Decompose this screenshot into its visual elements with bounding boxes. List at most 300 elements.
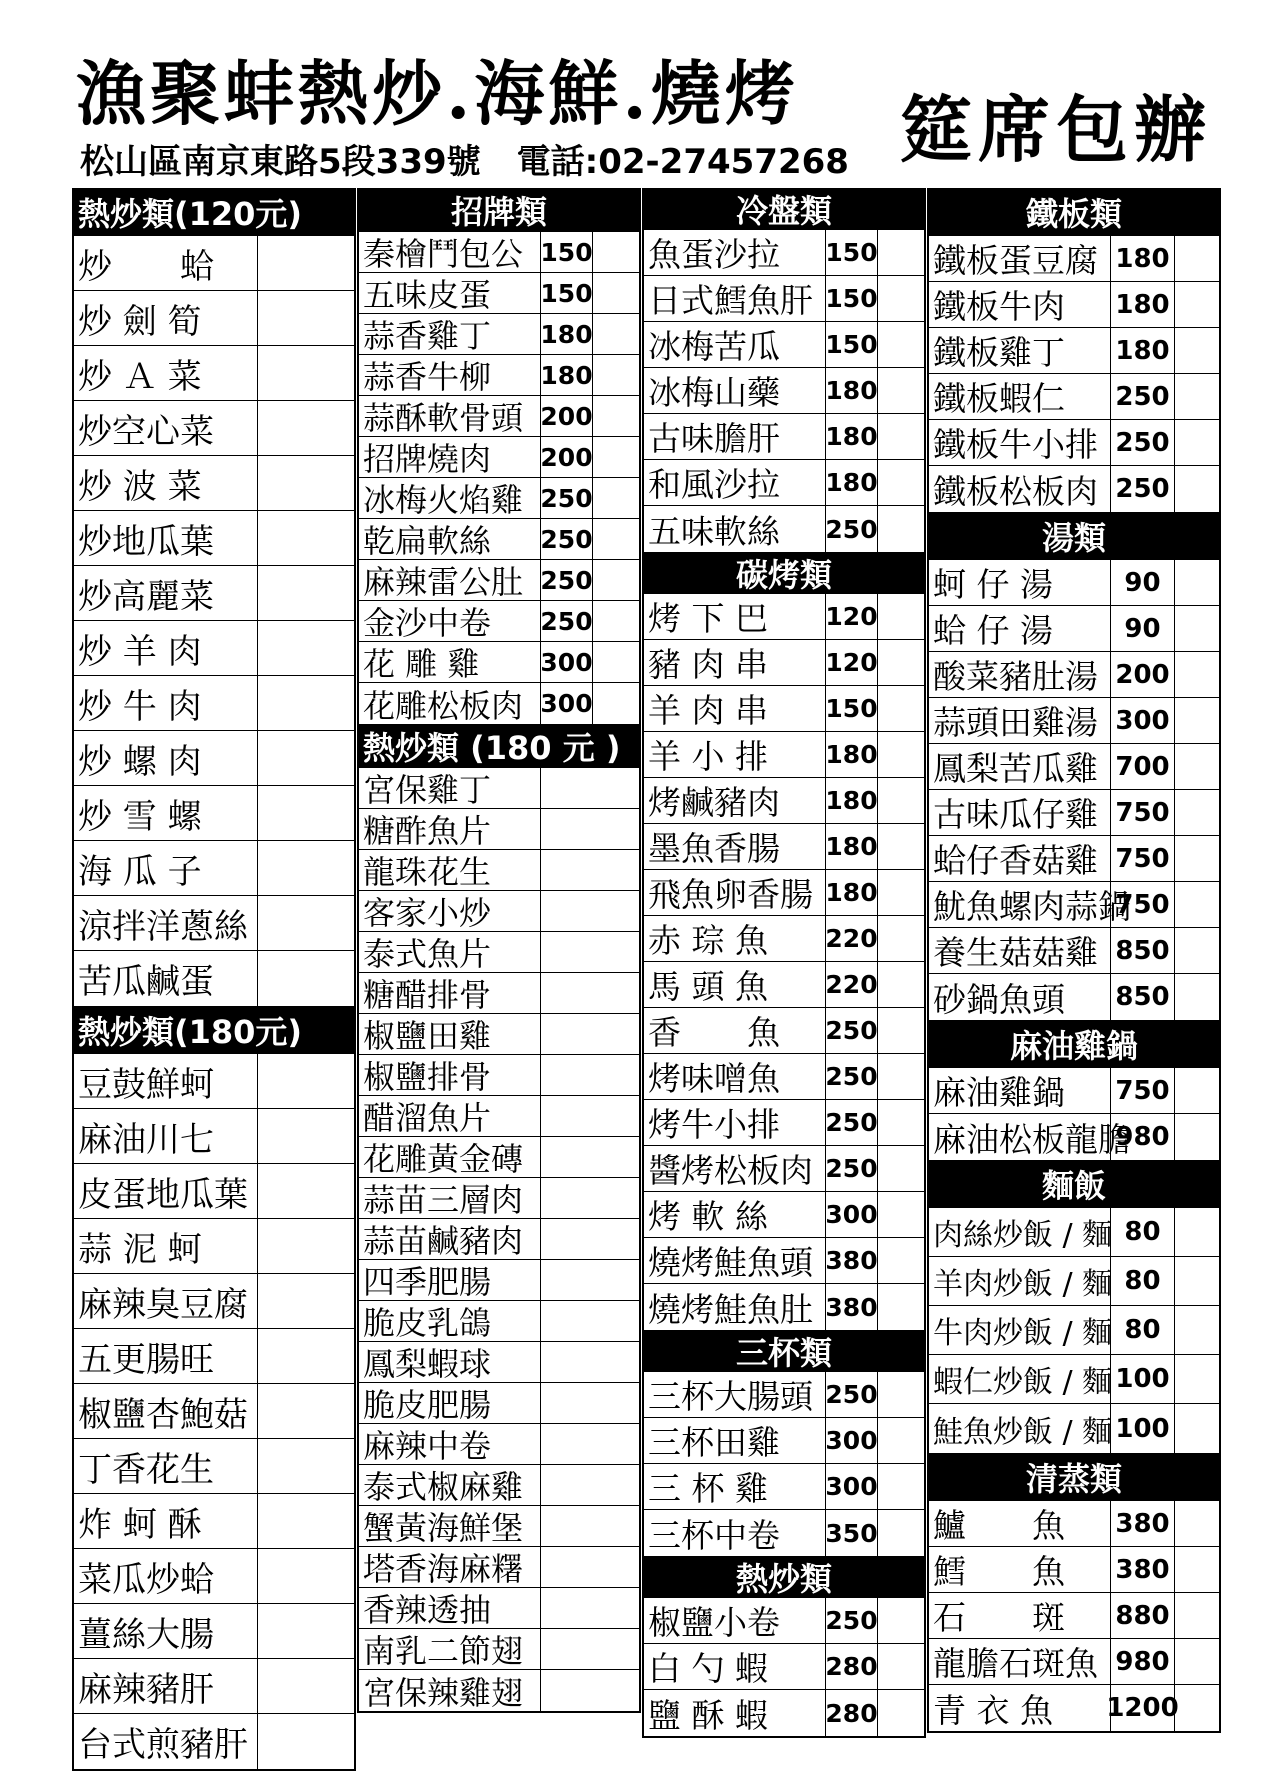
menu-item-row bbox=[74, 896, 354, 951]
menu-item-row bbox=[929, 1501, 1219, 1547]
menu-item-row bbox=[359, 1096, 639, 1137]
menu-item-row bbox=[74, 1604, 354, 1659]
menu-item-row bbox=[359, 1547, 639, 1588]
menu-item-row bbox=[359, 809, 639, 850]
menu-item-name: 鐵板松板肉 bbox=[929, 466, 1111, 512]
menu-item-row bbox=[929, 882, 1219, 928]
menu-item-row bbox=[929, 1257, 1219, 1306]
menu-item-price: 1200 bbox=[1111, 1685, 1175, 1731]
menu-item-price: 80 bbox=[1111, 1208, 1175, 1256]
menu-item-blank-cell bbox=[1175, 1355, 1219, 1403]
menu-item-row bbox=[74, 841, 354, 896]
menu-item-name: 蒜 泥 蚵 bbox=[74, 1219, 258, 1273]
menu-item-price: 150 bbox=[541, 273, 593, 313]
menu-item-row bbox=[644, 1054, 924, 1100]
menu-column-2 bbox=[357, 188, 641, 1713]
menu-item-blank-cell bbox=[258, 1384, 354, 1438]
menu-item-row bbox=[644, 460, 924, 506]
menu-item-price: 250 bbox=[541, 560, 593, 600]
menu-item-name: 麻油松板龍膽 bbox=[929, 1114, 1111, 1160]
menu-item-price: 100 bbox=[1111, 1355, 1175, 1403]
menu-item-row bbox=[359, 1137, 639, 1178]
menu-item-row bbox=[74, 1549, 354, 1604]
banquet-service-label: 筵席包辦 bbox=[900, 88, 1213, 172]
menu-item-row bbox=[929, 466, 1219, 512]
menu-item-row bbox=[644, 1238, 924, 1284]
menu-item-name: 白 勺 蝦 bbox=[644, 1644, 826, 1689]
menu-item-name: 秦檜鬥包公 bbox=[359, 232, 541, 272]
menu-item-row bbox=[644, 824, 924, 870]
menu-item-name: 日式鱈魚肝 bbox=[644, 276, 826, 321]
menu-item-price: 180 bbox=[826, 824, 878, 869]
menu-item-row bbox=[929, 1114, 1219, 1160]
menu-item-name: 薑絲大腸 bbox=[74, 1604, 258, 1658]
menu-item-blank-cell bbox=[878, 1418, 924, 1463]
menu-item-name: 蛤仔香菇雞 bbox=[929, 836, 1111, 881]
menu-item-name: 炒 羊 肉 bbox=[74, 621, 258, 675]
menu-column-3 bbox=[642, 188, 926, 1738]
menu-item-name: 古味膽肝 bbox=[644, 414, 826, 459]
menu-column-1 bbox=[72, 188, 356, 1771]
phone-number: 電話:02-27457268 bbox=[516, 142, 849, 182]
menu-item-name: 四季肥腸 bbox=[359, 1260, 541, 1300]
menu-item-name: 蒜苗三層肉 bbox=[359, 1178, 541, 1218]
menu-item-row bbox=[644, 732, 924, 778]
menu-item-blank-cell bbox=[878, 1238, 924, 1283]
menu-item-row bbox=[644, 1372, 924, 1418]
menu-item-row bbox=[74, 456, 354, 511]
menu-item-name: 醬烤松板肉 bbox=[644, 1146, 826, 1191]
menu-item-blank-cell bbox=[258, 236, 354, 290]
menu-item-name: 三杯大腸頭 bbox=[644, 1372, 826, 1417]
menu-item-name: 蒜香雞丁 bbox=[359, 314, 541, 354]
menu-item-price: 250 bbox=[1111, 374, 1175, 419]
menu-item-row bbox=[359, 1055, 639, 1096]
menu-item-blank-cell bbox=[593, 601, 639, 641]
menu-item-blank-cell bbox=[878, 1008, 924, 1053]
menu-item-name: 炒 雪 螺 bbox=[74, 786, 258, 840]
menu-item-name: 鳳梨蝦球 bbox=[359, 1342, 541, 1382]
menu-item-name: 椒鹽小卷 bbox=[644, 1598, 826, 1643]
menu-item-row bbox=[644, 962, 924, 1008]
menu-item-blank-cell bbox=[593, 519, 639, 559]
menu-item-row bbox=[74, 1219, 354, 1274]
section-items bbox=[929, 1068, 1219, 1160]
menu-item-blank-cell bbox=[1175, 1068, 1219, 1113]
menu-item-name: 三 杯 雞 bbox=[644, 1464, 826, 1509]
menu-item-name: 鮭魚炒飯 / 麵 bbox=[929, 1404, 1111, 1453]
menu-item-name: 糖醋排骨 bbox=[359, 973, 541, 1013]
menu-item-name: 涼拌洋蔥絲 bbox=[74, 896, 258, 950]
menu-item-row bbox=[644, 686, 924, 732]
section-header: 湯類 bbox=[929, 512, 1219, 560]
menu-item-blank-cell bbox=[878, 870, 924, 915]
menu-item-blank-cell bbox=[258, 1329, 354, 1383]
menu-item-blank-cell bbox=[1175, 1593, 1219, 1638]
menu-item-row bbox=[74, 1109, 354, 1164]
menu-item-name: 魚蛋沙拉 bbox=[644, 230, 826, 275]
menu-item-price: 850 bbox=[1111, 974, 1175, 1020]
menu-item-row bbox=[644, 1008, 924, 1054]
menu-item-blank-cell bbox=[1175, 560, 1219, 605]
menu-item-blank-cell bbox=[878, 1510, 924, 1556]
menu-item-row bbox=[644, 230, 924, 276]
menu-item-blank-cell bbox=[878, 1372, 924, 1417]
menu-item-row bbox=[929, 974, 1219, 1020]
menu-item-blank-cell bbox=[1175, 1114, 1219, 1160]
menu-item-name: 椒鹽排骨 bbox=[359, 1055, 541, 1095]
menu-item-row bbox=[644, 322, 924, 368]
menu-item-price: 380 bbox=[1111, 1501, 1175, 1546]
section-header: 冷盤類 bbox=[644, 188, 924, 230]
menu-item-price: 750 bbox=[1111, 836, 1175, 881]
menu-item-price: 100 bbox=[1111, 1404, 1175, 1453]
menu-item-name: 青 衣 魚 bbox=[929, 1685, 1111, 1731]
menu-item-name: 冰梅山藥 bbox=[644, 368, 826, 413]
menu-item-row bbox=[359, 1219, 639, 1260]
menu-item-row bbox=[644, 1284, 924, 1330]
menu-item-blank-cell bbox=[541, 1547, 639, 1587]
section-items bbox=[644, 1598, 924, 1736]
menu-item-name: 塔香海麻糬 bbox=[359, 1547, 541, 1587]
menu-item-price: 250 bbox=[826, 1008, 878, 1053]
menu-item-blank-cell bbox=[1175, 236, 1219, 281]
section-items bbox=[929, 1501, 1219, 1731]
menu-item-name: 蒜香牛柳 bbox=[359, 355, 541, 395]
menu-item-name: 冰梅苦瓜 bbox=[644, 322, 826, 367]
menu-item-blank-cell bbox=[541, 1588, 639, 1628]
menu-item-price: 180 bbox=[826, 414, 878, 459]
menu-item-name: 椒鹽田雞 bbox=[359, 1014, 541, 1054]
menu-item-price: 750 bbox=[1111, 882, 1175, 927]
section-header: 熱炒類(120元) bbox=[74, 188, 354, 236]
menu-item-price: 150 bbox=[541, 232, 593, 272]
menu-item-blank-cell bbox=[541, 1096, 639, 1136]
menu-item-name: 龍膽石斑魚 bbox=[929, 1639, 1111, 1684]
menu-item-name: 脆皮乳鴿 bbox=[359, 1301, 541, 1341]
menu-item-row bbox=[74, 951, 354, 1006]
menu-item-name: 燒烤鮭魚肚 bbox=[644, 1284, 826, 1330]
menu-item-name: 糖酢魚片 bbox=[359, 809, 541, 849]
menu-item-name: 海 瓜 子 bbox=[74, 841, 258, 895]
section-items bbox=[359, 232, 639, 724]
menu-item-price: 150 bbox=[826, 276, 878, 321]
menu-item-blank-cell bbox=[593, 396, 639, 436]
menu-item-price: 200 bbox=[541, 437, 593, 477]
menu-item-blank-cell bbox=[258, 1439, 354, 1493]
section-header: 麻油雞鍋 bbox=[929, 1020, 1219, 1068]
menu-item-name: 台式煎豬肝 bbox=[74, 1714, 258, 1769]
menu-item-row bbox=[644, 1418, 924, 1464]
section-header: 麵飯 bbox=[929, 1160, 1219, 1208]
menu-item-blank-cell bbox=[593, 683, 639, 724]
menu-item-row bbox=[644, 1598, 924, 1644]
section-header: 三杯類 bbox=[644, 1330, 924, 1372]
menu-item-price: 200 bbox=[541, 396, 593, 436]
menu-item-name: 香辣透抽 bbox=[359, 1588, 541, 1628]
menu-item-name: 蒜酥軟骨頭 bbox=[359, 396, 541, 436]
menu-item-row bbox=[644, 1146, 924, 1192]
section-header: 清蒸類 bbox=[929, 1453, 1219, 1501]
menu-item-name: 冰梅火焰雞 bbox=[359, 478, 541, 518]
menu-item-row bbox=[929, 1068, 1219, 1114]
menu-item-row bbox=[74, 676, 354, 731]
menu-item-price: 280 bbox=[826, 1644, 878, 1689]
menu-item-blank-cell bbox=[1175, 974, 1219, 1020]
menu-item-name: 炒高麗菜 bbox=[74, 566, 258, 620]
menu-item-name: 酸菜豬肚湯 bbox=[929, 652, 1111, 697]
menu-item-row bbox=[359, 560, 639, 601]
menu-item-row bbox=[644, 368, 924, 414]
menu-item-name: 炸 蚵 酥 bbox=[74, 1494, 258, 1548]
section-items bbox=[929, 560, 1219, 1020]
menu-item-row bbox=[644, 276, 924, 322]
menu-item-blank-cell bbox=[878, 1644, 924, 1689]
menu-item-price: 980 bbox=[1111, 1114, 1175, 1160]
address-line bbox=[80, 134, 849, 183]
menu-item-price: 120 bbox=[826, 594, 878, 639]
menu-item-blank-cell bbox=[1175, 1257, 1219, 1305]
menu-item-blank-cell bbox=[1175, 652, 1219, 697]
menu-item-blank-cell bbox=[878, 594, 924, 639]
menu-item-row bbox=[74, 731, 354, 786]
menu-item-row bbox=[929, 836, 1219, 882]
menu-item-blank-cell bbox=[1175, 420, 1219, 465]
menu-item-row bbox=[644, 1644, 924, 1690]
menu-item-blank-cell bbox=[258, 1714, 354, 1769]
menu-item-blank-cell bbox=[541, 1629, 639, 1669]
menu-item-name: 蝦仁炒飯 / 麵 bbox=[929, 1355, 1111, 1403]
menu-item-name: 豬 肉 串 bbox=[644, 640, 826, 685]
menu-item-price: 180 bbox=[826, 870, 878, 915]
menu-item-row bbox=[74, 566, 354, 621]
menu-item-blank-cell bbox=[1175, 698, 1219, 743]
menu-item-row bbox=[929, 1593, 1219, 1639]
menu-item-blank-cell bbox=[258, 291, 354, 345]
menu-item-name: 五更腸旺 bbox=[74, 1329, 258, 1383]
menu-item-blank-cell bbox=[878, 1192, 924, 1237]
menu-item-blank-cell bbox=[1175, 790, 1219, 835]
menu-item-row bbox=[74, 1384, 354, 1439]
menu-item-price: 280 bbox=[826, 1690, 878, 1736]
menu-item-name: 羊 肉 串 bbox=[644, 686, 826, 731]
menu-item-blank-cell bbox=[258, 566, 354, 620]
menu-item-blank-cell bbox=[541, 1014, 639, 1054]
menu-item-name: 烤 下 巴 bbox=[644, 594, 826, 639]
menu-item-name: 皮蛋地瓜葉 bbox=[74, 1164, 258, 1218]
menu-item-row bbox=[644, 870, 924, 916]
menu-item-row bbox=[929, 420, 1219, 466]
menu-item-row bbox=[929, 1404, 1219, 1453]
menu-item-blank-cell bbox=[878, 230, 924, 275]
section-header: 鐵板類 bbox=[929, 188, 1219, 236]
menu-item-blank-cell bbox=[593, 273, 639, 313]
menu-item-blank-cell bbox=[1175, 1501, 1219, 1546]
menu-item-row bbox=[359, 478, 639, 519]
menu-item-name: 鹽 酥 蝦 bbox=[644, 1690, 826, 1736]
menu-item-blank-cell bbox=[878, 368, 924, 413]
menu-item-price: 90 bbox=[1111, 606, 1175, 651]
menu-item-name: 羊肉炒飯 / 麵 bbox=[929, 1257, 1111, 1305]
menu-item-blank-cell bbox=[258, 676, 354, 730]
menu-item-name: 炒 螺 肉 bbox=[74, 731, 258, 785]
menu-item-row bbox=[359, 891, 639, 932]
menu-item-blank-cell bbox=[541, 1260, 639, 1300]
menu-item-name: 鐵板牛肉 bbox=[929, 282, 1111, 327]
menu-item-price: 180 bbox=[541, 314, 593, 354]
menu-item-blank-cell bbox=[258, 1659, 354, 1713]
menu-item-blank-cell bbox=[878, 276, 924, 321]
menu-item-name: 鱈 魚 bbox=[929, 1547, 1111, 1592]
menu-item-row bbox=[74, 1659, 354, 1714]
menu-item-price: 250 bbox=[826, 1598, 878, 1643]
menu-item-row bbox=[929, 1306, 1219, 1355]
menu-item-price: 850 bbox=[1111, 928, 1175, 973]
menu-item-row bbox=[644, 1100, 924, 1146]
menu-item-name: 炒 牛 肉 bbox=[74, 676, 258, 730]
menu-item-row bbox=[359, 232, 639, 273]
menu-item-name: 苦瓜鹹蛋 bbox=[74, 951, 258, 1006]
menu-item-name: 鳳梨苦瓜雞 bbox=[929, 744, 1111, 789]
menu-item-name: 炒 劍 筍 bbox=[74, 291, 258, 345]
menu-item-name: 脆皮肥腸 bbox=[359, 1383, 541, 1423]
menu-item-name: 五味軟絲 bbox=[644, 506, 826, 552]
menu-item-row bbox=[74, 346, 354, 401]
menu-item-price: 980 bbox=[1111, 1639, 1175, 1684]
menu-item-blank-cell bbox=[258, 1274, 354, 1328]
menu-item-blank-cell bbox=[258, 786, 354, 840]
menu-item-blank-cell bbox=[541, 1055, 639, 1095]
section-items bbox=[644, 230, 924, 552]
menu-item-blank-cell bbox=[1175, 328, 1219, 373]
menu-item-row bbox=[74, 1494, 354, 1549]
menu-item-blank-cell bbox=[878, 1054, 924, 1099]
menu-item-row bbox=[644, 1192, 924, 1238]
menu-item-row bbox=[359, 973, 639, 1014]
menu-item-blank-cell bbox=[593, 478, 639, 518]
section-header: 招牌類 bbox=[359, 188, 639, 232]
menu-item-blank-cell bbox=[1175, 1306, 1219, 1354]
menu-item-blank-cell bbox=[258, 1549, 354, 1603]
menu-item-price: 220 bbox=[826, 916, 878, 961]
menu-item-blank-cell bbox=[878, 962, 924, 1007]
menu-item-name: 麻辣雷公肚 bbox=[359, 560, 541, 600]
address: 松山區南京東路5段339號 bbox=[80, 142, 481, 182]
menu-item-name: 炒空心菜 bbox=[74, 401, 258, 455]
menu-item-blank-cell bbox=[1175, 1208, 1219, 1256]
menu-item-blank-cell bbox=[1175, 1404, 1219, 1453]
menu-item-row bbox=[929, 1547, 1219, 1593]
menu-item-blank-cell bbox=[878, 1284, 924, 1330]
menu-item-price: 300 bbox=[541, 683, 593, 724]
section-header: 熱炒類 bbox=[644, 1556, 924, 1598]
menu-item-name: 鐵板蝦仁 bbox=[929, 374, 1111, 419]
menu-item-blank-cell bbox=[878, 1100, 924, 1145]
menu-item-blank-cell bbox=[1175, 606, 1219, 651]
menu-item-blank-cell bbox=[878, 732, 924, 777]
menu-item-blank-cell bbox=[878, 778, 924, 823]
menu-item-price: 250 bbox=[826, 1372, 878, 1417]
menu-item-price: 300 bbox=[541, 642, 593, 682]
menu-item-name: 麻辣中卷 bbox=[359, 1424, 541, 1464]
menu-item-price: 200 bbox=[1111, 652, 1175, 697]
menu-item-blank-cell bbox=[878, 1690, 924, 1736]
menu-item-price: 180 bbox=[826, 778, 878, 823]
menu-item-price: 180 bbox=[541, 355, 593, 395]
menu-item-blank-cell bbox=[541, 1670, 639, 1711]
menu-item-price: 250 bbox=[826, 1100, 878, 1145]
menu-item-blank-cell bbox=[1175, 1547, 1219, 1592]
menu-item-row bbox=[929, 698, 1219, 744]
menu-item-name: 墨魚香腸 bbox=[644, 824, 826, 869]
menu-item-blank-cell bbox=[1175, 928, 1219, 973]
menu-column-4 bbox=[927, 188, 1221, 1733]
restaurant-title: 漁聚蚌熱炒.海鮮.燒烤 bbox=[76, 52, 799, 135]
menu-item-row bbox=[359, 314, 639, 355]
menu-item-blank-cell bbox=[1175, 882, 1219, 927]
menu-item-blank-cell bbox=[593, 314, 639, 354]
menu-item-name: 泰式魚片 bbox=[359, 932, 541, 972]
menu-item-blank-cell bbox=[541, 1424, 639, 1464]
section-items bbox=[74, 1054, 354, 1769]
menu-item-blank-cell bbox=[541, 1383, 639, 1423]
menu-item-row bbox=[359, 850, 639, 891]
menu-item-name: 泰式椒麻雞 bbox=[359, 1465, 541, 1505]
section-header: 熱炒類 (180 元 ) bbox=[359, 724, 639, 768]
menu-item-row bbox=[359, 273, 639, 314]
menu-item-row bbox=[74, 621, 354, 676]
menu-item-name: 肉絲炒飯 / 麵 bbox=[929, 1208, 1111, 1256]
menu-item-name: 石 斑 bbox=[929, 1593, 1111, 1638]
menu-item-blank-cell bbox=[541, 1301, 639, 1341]
menu-item-name: 椒鹽杏鮑菇 bbox=[74, 1384, 258, 1438]
menu-item-price: 180 bbox=[1111, 328, 1175, 373]
menu-item-blank-cell bbox=[541, 1465, 639, 1505]
menu-item-name: 客家小炒 bbox=[359, 891, 541, 931]
menu-item-name: 招牌燒肉 bbox=[359, 437, 541, 477]
menu-item-name: 麻油雞鍋 bbox=[929, 1068, 1111, 1113]
menu-item-name: 五味皮蛋 bbox=[359, 273, 541, 313]
menu-item-name: 鐵板蛋豆腐 bbox=[929, 236, 1111, 281]
menu-item-row bbox=[359, 355, 639, 396]
menu-item-row bbox=[644, 1690, 924, 1736]
menu-item-price: 90 bbox=[1111, 560, 1175, 605]
menu-item-blank-cell bbox=[541, 1137, 639, 1177]
menu-item-row bbox=[359, 1670, 639, 1711]
menu-item-price: 380 bbox=[826, 1238, 878, 1283]
menu-item-name: 三杯田雞 bbox=[644, 1418, 826, 1463]
menu-item-blank-cell bbox=[593, 642, 639, 682]
menu-item-blank-cell bbox=[541, 932, 639, 972]
menu-item-price: 180 bbox=[826, 460, 878, 505]
menu-item-blank-cell bbox=[878, 916, 924, 961]
menu-item-row bbox=[644, 1510, 924, 1556]
menu-item-blank-cell bbox=[593, 355, 639, 395]
menu-item-row bbox=[929, 790, 1219, 836]
menu-item-price: 250 bbox=[541, 478, 593, 518]
menu-item-name: 飛魚卵香腸 bbox=[644, 870, 826, 915]
menu-item-name: 魷魚螺肉蒜鍋 bbox=[929, 882, 1111, 927]
menu-item-price: 250 bbox=[1111, 466, 1175, 512]
menu-item-blank-cell bbox=[878, 1598, 924, 1643]
menu-item-blank-cell bbox=[258, 1109, 354, 1163]
menu-item-row bbox=[359, 1465, 639, 1506]
menu-item-name: 宮保辣雞翅 bbox=[359, 1670, 541, 1711]
menu-item-blank-cell bbox=[1175, 1639, 1219, 1684]
menu-item-blank-cell bbox=[1175, 374, 1219, 419]
menu-item-price: 880 bbox=[1111, 1593, 1175, 1638]
menu-item-row bbox=[359, 642, 639, 683]
